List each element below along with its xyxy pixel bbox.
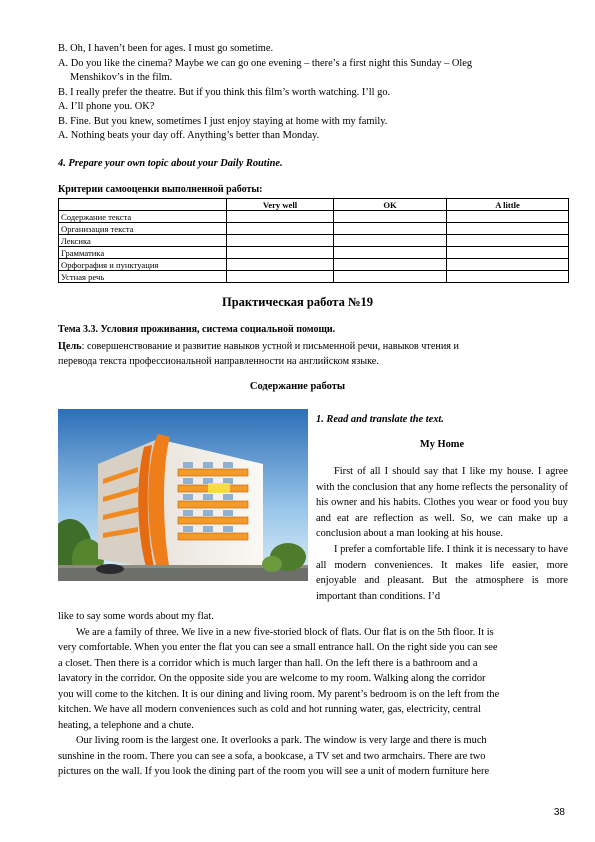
goal-line: перевода текста профессиональной направленности на английском языке.: [58, 356, 379, 367]
criterion-label: Организация текста: [59, 223, 227, 235]
content-title: Содержание работы: [249, 381, 346, 392]
table-row: [59, 235, 569, 247]
dialog-line: A. I’ll phone you. OK?: [58, 101, 155, 112]
table-row: [59, 247, 569, 259]
criterion-label: Содержание текста: [59, 211, 227, 223]
text-line: heating, a telephone and a chute.: [58, 720, 194, 731]
page-number: 38: [553, 807, 565, 818]
criteria-title: Критерии самооценки выполненной работы:: [58, 184, 263, 195]
text-line: kitchen. We have all modern conveniences such as cold and hot running water, gas, electricity, central: [58, 704, 481, 715]
table-row: [59, 259, 569, 271]
table-header: Very well: [227, 199, 334, 211]
text-line: sunshine in the room. There you can see a sofa, a bookcase, a TV set and two armchairs. There are two: [58, 751, 486, 762]
dialog-line: A. Nothing beats your day off. Anything’s better than Monday.: [58, 130, 320, 141]
criterion-label: Устная речь: [59, 271, 227, 283]
criterion-label: Орфография и пунктуация: [59, 259, 227, 271]
task-4-heading: 4. Prepare your own topic about your Daily Routine.: [58, 158, 283, 169]
table-row: [59, 223, 569, 235]
dialog-line: B. Oh, I haven’t been for ages. I must go sometime.: [58, 43, 274, 54]
theme-line: Тема 3.3. Условия проживания, система социальной помощи.: [58, 324, 336, 335]
text-line: like to say some words about my flat.: [58, 611, 214, 622]
table-row: [59, 211, 569, 223]
table-header: [59, 199, 227, 211]
table-header-row: [59, 199, 569, 211]
dialog-line: B. I really prefer the theatre. But if you think this film’s worth watching. I’ll go.: [58, 87, 391, 98]
goal-line: [58, 340, 568, 353]
practical-work-title: Практическая работа №19: [221, 295, 374, 309]
table-header: A little: [447, 199, 569, 211]
task-1-heading: 1. Read and translate the text.: [316, 414, 444, 425]
text-line: pictures on the wall. If you look the dining part of the room you will see a unit of modern furniture here: [58, 766, 490, 777]
text-line: you will come to the kitchen. It is our dining and living room. My parent’s bedroom is on the left from the: [58, 689, 500, 700]
text-line: lavatory in the corridor. On the opposite side you are welcome to my room. Walking along the corridor: [58, 673, 486, 684]
dialog-line: A. Do you like the cinema? Maybe we can go one evening – there’s a first night this Sunday – Oleg: [58, 58, 473, 69]
criterion-label: Грамматика: [59, 247, 227, 259]
dialog-line: Menshikov’s in the film.: [70, 72, 173, 83]
text-line: We are a family of three. We live in a new five-storied block of flats. Our flat is on the 5th floor. It is: [76, 627, 494, 638]
text-line: Our living room is the largest one. It overlooks a park. The window is very large and there is much: [76, 735, 487, 746]
text-title: My Home: [419, 439, 465, 450]
paragraph: First of all I should say that I like my house. I agree with the conclusion that any home reflects the personality of his owner and his habits. Clothes you wear or food you buy and eat are reflection as well. So, we can make up a conclusion about a man looking at his house.: [316, 466, 568, 539]
goal-label: Цель: [58, 341, 82, 352]
goal-text: : совершенствование и развитие навыков устной и письменной речи, навыков чтения и: [81, 341, 459, 352]
text-line: a closet. Then there is a corridor which is much larger than hall. On the left there is a bathroom and a: [58, 658, 478, 669]
criteria-table: [58, 198, 569, 283]
text-line: very comfortable. When you enter the flat you can see a small entrance hall. On the right side you can see: [58, 642, 498, 653]
dialog-line: B. Fine. But you knew, sometimes I just enjoy staying at home with my family.: [58, 116, 388, 127]
paragraph: I prefer a comfortable life. I think it is necessary to have all modern conveniences. It makes life easier, more enjoyable and pleasant. But the atmosphere is more important than conditions. I’d: [316, 544, 568, 602]
table-header: OK: [334, 199, 447, 211]
building-photo: [58, 409, 308, 581]
criterion-label: Лексика: [59, 235, 227, 247]
table-row: [59, 271, 569, 283]
